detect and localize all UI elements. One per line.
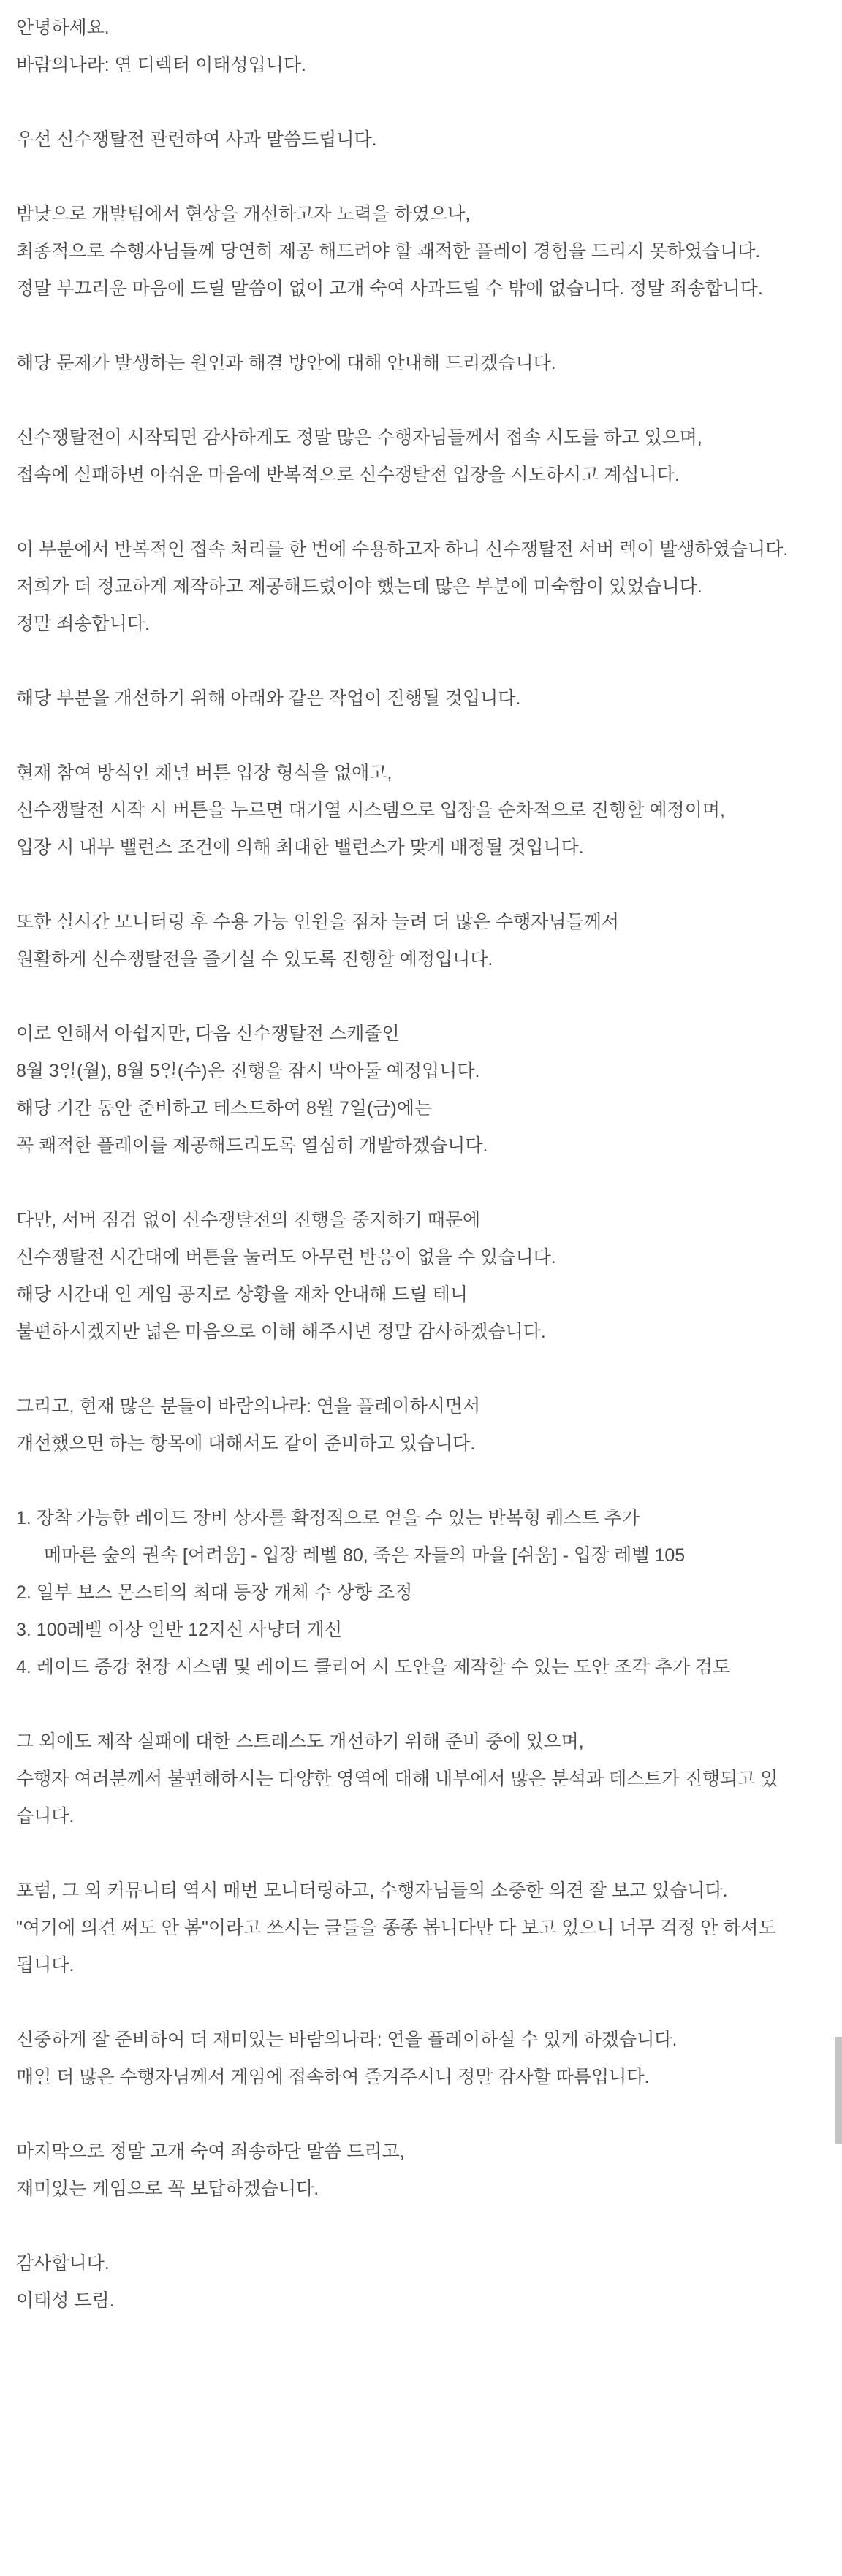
text-line: 이태성 드림. bbox=[16, 2290, 115, 2311]
text-line: 이로 인해서 아쉽지만, 다음 신수쟁탈전 스케줄인 bbox=[16, 1024, 400, 1044]
text-line: 접속에 실패하면 아쉬운 마음에 반복적으로 신수쟁탈전 입장을 시도하시고 계십니다. bbox=[16, 465, 680, 485]
scrollbar-thumb[interactable] bbox=[835, 2037, 842, 2144]
text-line: 신수쟁탈전 시작 시 버튼을 누르면 대기열 시스템으로 입장을 순차적으로 진행할 예정이며, bbox=[16, 800, 725, 820]
paragraph-block bbox=[16, 2021, 824, 2096]
paragraph-block bbox=[16, 1872, 824, 1984]
text-line: 포럼, 그 외 커뮤니티 역시 매번 모니터링하고, 수행자님들의 소중한 의견 잘 보고 있습니다. bbox=[16, 1880, 728, 1901]
text-line: 신수쟁탈전 시간대에 버튼을 눌러도 아무런 반응이 없을 수 있습니다. bbox=[16, 1247, 556, 1268]
paragraph-block bbox=[16, 680, 824, 717]
paragraph-block bbox=[16, 531, 824, 643]
text-line: "여기에 의견 써도 안 봄"이라고 쓰시는 글들을 종종 봅니다만 다 보고 있으니 너무 걱정 안 하셔도 됩니다. bbox=[16, 1918, 776, 1975]
text-line: 안녕하세요. bbox=[16, 18, 110, 38]
paragraph-block bbox=[16, 196, 824, 308]
text-line: 3. 100레벨 이상 일반 12지신 사냥터 개선 bbox=[16, 1620, 342, 1640]
text-line: 1. 장착 가능한 레이드 장비 상자를 확정적으로 얻을 수 있는 반복형 퀘스트 추가 bbox=[16, 1508, 640, 1528]
text-line: 신중하게 잘 준비하여 더 재미있는 바람의나라: 연을 플레이하실 수 있게 하겠습니다. bbox=[16, 2030, 678, 2050]
text-line: 해당 시간대 인 게임 공지로 상황을 재차 안내해 드릴 테니 bbox=[16, 1284, 468, 1305]
text-line: 바람의나라: 연 디렉터 이태성입니다. bbox=[16, 55, 306, 75]
text-line: 8월 3일(월), 8월 5일(수)은 진행을 잠시 막아둘 예정입니다. bbox=[16, 1061, 480, 1081]
text-line: 해당 기간 동안 준비하고 테스트하여 8월 7일(금)에는 bbox=[16, 1098, 433, 1119]
text-line: 마지막으로 정말 고개 숙여 죄송하단 말씀 드리고, bbox=[16, 2141, 405, 2162]
paragraph-block bbox=[16, 904, 824, 978]
text-line: 수행자 여러분께서 불편해하시는 다양한 영역에 대해 내부에서 많은 분석과 테스트가 진행되고 있습니다. bbox=[16, 1769, 778, 1826]
paragraph-block bbox=[16, 1723, 824, 1835]
paragraph-block bbox=[16, 1388, 824, 1463]
paragraph-block bbox=[16, 755, 824, 866]
paragraph-block bbox=[16, 2133, 824, 2208]
text-line: 우선 신수쟁탈전 관련하여 사과 말씀드립니다. bbox=[16, 129, 377, 150]
text-line: 현재 참여 방식인 채널 버튼 입장 형식을 없애고, bbox=[16, 763, 392, 783]
text-line: 그리고, 현재 많은 분들이 바람의나라: 연을 플레이하시면서 bbox=[16, 1396, 481, 1417]
text-line: 그 외에도 제작 실패에 대한 스트레스도 개선하기 위해 준비 중에 있으며, bbox=[16, 1731, 584, 1752]
text-line: 최종적으로 수행자님들께 당연히 제공 해드려야 할 쾌적한 플레이 경험을 드리지 못하였습니다. bbox=[16, 241, 761, 262]
text-line: 또한 실시간 모니터링 후 수용 가능 인원을 점차 늘려 더 많은 수행자님들께서 bbox=[16, 912, 620, 932]
text-line: 정말 죄송합니다. bbox=[16, 614, 150, 634]
text-line: 4. 레이드 증강 천장 시스템 및 레이드 클리어 시 도안을 제작할 수 있는 도안 조각 추가 검토 bbox=[16, 1657, 731, 1677]
text-line: 메마른 숲의 권속 [어려움] - 입장 레벨 80, 죽은 자들의 마을 [쉬움] - 입장 레벨 105 bbox=[44, 1545, 686, 1566]
text-line: 꼭 쾌적한 플레이를 제공해드리도록 열심히 개발하겠습니다. bbox=[16, 1135, 488, 1156]
text-line: 정말 부끄러운 마음에 드릴 말씀이 없어 고개 숙여 사과드릴 수 밖에 없습니다. 정말 죄송합니다. bbox=[16, 278, 763, 299]
text-line: 개선했으면 하는 항목에 대해서도 같이 준비하고 있습니다. bbox=[16, 1433, 476, 1454]
paragraph-block bbox=[16, 1500, 824, 1686]
text-line: 원활하게 신수쟁탈전을 즐기실 수 있도록 진행할 예정입니다. bbox=[16, 949, 493, 969]
text-line: 해당 문제가 발생하는 원인과 해결 방안에 대해 안내해 드리겠습니다. bbox=[16, 353, 556, 373]
scrollbar-track[interactable] bbox=[835, 0, 842, 2576]
paragraph-block bbox=[16, 419, 824, 494]
text-line: 해당 부분을 개선하기 위해 아래와 같은 작업이 진행될 것입니다. bbox=[16, 688, 521, 709]
text-line: 입장 시 내부 밸런스 조건에 의해 최대한 밸런스가 맞게 배정될 것입니다. bbox=[16, 837, 584, 858]
text-line: 2. 일부 보스 몬스터의 최대 등장 개체 수 상향 조정 bbox=[16, 1582, 413, 1603]
paragraph-block bbox=[16, 9, 824, 84]
text-line: 이 부분에서 반복적인 접속 처리를 한 번에 수용하고자 하니 신수쟁탈전 서버 렉이 발생하였습니다. bbox=[16, 539, 789, 560]
paragraph-block bbox=[16, 345, 824, 382]
paragraph-block bbox=[16, 1015, 824, 1165]
text-line: 저희가 더 정교하게 제작하고 제공해드렸어야 했는데 많은 부분에 미숙함이 있었습니다. bbox=[16, 576, 702, 597]
text-line: 밤낮으로 개발팀에서 현상을 개선하고자 노력을 하였으나, bbox=[16, 204, 471, 224]
text-line: 매일 더 많은 수행자님께서 게임에 접속하여 즐겨주시니 정말 감사할 따름입니다. bbox=[16, 2067, 650, 2087]
text-line: 불편하시겠지만 넓은 마음으로 이해 해주시면 정말 감사하겠습니다. bbox=[16, 1322, 546, 1342]
text-line: 감사합니다. bbox=[16, 2253, 110, 2274]
paragraph-block bbox=[16, 1202, 824, 1351]
text-line: 재미있는 게임으로 꼭 보답하겠습니다. bbox=[16, 2179, 319, 2199]
paragraph-block bbox=[16, 2245, 824, 2320]
text-line: 신수쟁탈전이 시작되면 감사하게도 정말 많은 수행자님들께서 접속 시도를 하고 있으며, bbox=[16, 427, 702, 448]
paragraph-block bbox=[16, 121, 824, 159]
text-line: 다만, 서버 점검 없이 신수쟁탈전의 진행을 중지하기 때문에 bbox=[16, 1210, 481, 1230]
